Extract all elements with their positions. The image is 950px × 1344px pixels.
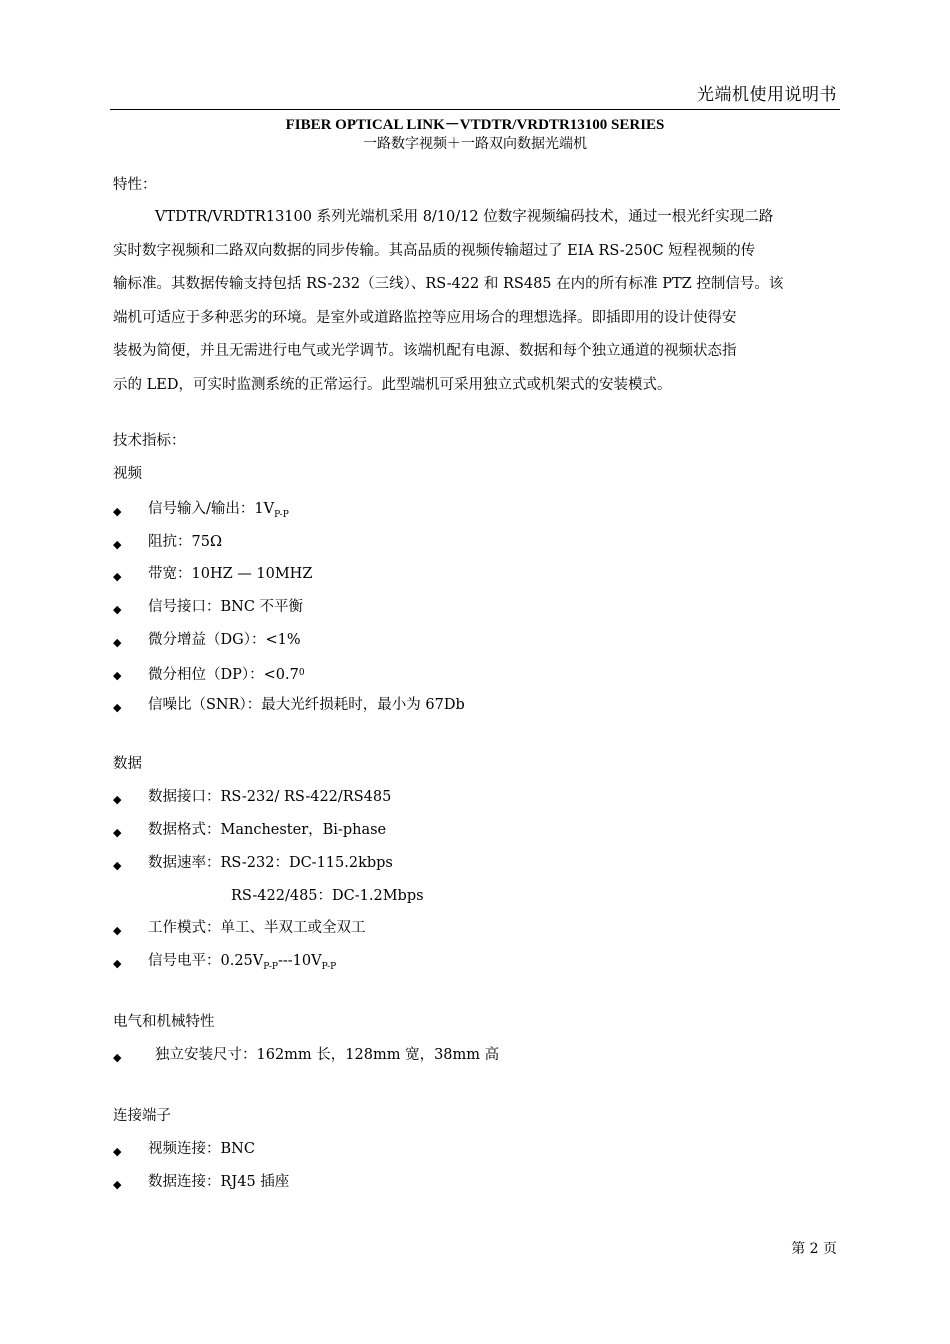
subscript: P-P (274, 510, 289, 520)
item-text: 信号电平：0.25V (148, 953, 264, 969)
features-paragraph (113, 207, 838, 409)
list-item (113, 497, 289, 521)
diamond-bullet-icon: ◆ (113, 957, 122, 970)
superscript: 0 (298, 667, 305, 678)
item-text: 数据格式：Manchester，Bi-phase (148, 822, 387, 838)
list-item (113, 785, 391, 809)
diamond-bullet-icon: ◆ (113, 701, 122, 715)
list-item (113, 949, 336, 973)
diamond-bullet-icon: ◆ (113, 603, 122, 617)
paragraph-line: 输标准。其数据传输支持包括 RS-232（三线）、RS-422 和 RS485 在内的所有标准 PTZ 控制信号。该 (113, 276, 784, 293)
diamond-bullet-icon: ◆ (113, 668, 122, 682)
item-text: 工作模式：单工、半双工或全双工 (148, 920, 366, 936)
subscript: P-P (321, 962, 337, 972)
item-text: 信号输入/输出：1V (148, 501, 275, 517)
diamond-bullet-icon: ◆ (113, 924, 122, 937)
list-item-continuation (231, 884, 424, 908)
features-heading: 特性： (113, 177, 157, 193)
header-rule (110, 109, 840, 110)
item-text: 信号接口：BNC 不平衡 (148, 599, 304, 616)
item-text: 微分增益（DG）：<1% (148, 631, 301, 648)
diamond-bullet-icon: ◆ (113, 859, 122, 872)
video-heading: 视频 (113, 466, 142, 482)
paragraph-line: 装极为简便，并且无需进行电气或光学调节。该端机配有电源、数据和每个独立通道的视频状态指 (113, 343, 737, 360)
item-text: 带宽：10HZ — 10MHZ (148, 566, 313, 583)
conn-heading: 连接端子 (113, 1108, 171, 1124)
diamond-bullet-icon: ◆ (113, 1145, 122, 1158)
list-item (113, 851, 393, 875)
paragraph-line: 实时数字视频和二路双向数据的同步传输。其高品质的视频传输超过了 EIA RS-250C 短程视频的传 (113, 242, 756, 259)
data-heading: 数据 (113, 756, 142, 772)
item-text: ---10V (277, 953, 322, 969)
item-text: 视频连接：BNC (148, 1141, 255, 1157)
paragraph-line: VTDTR/VRDTR13100 系列光端机采用 8/10/12 位数字视频编码技术，通过一根光纤实现二路 (155, 209, 774, 225)
list-item (113, 1170, 289, 1194)
diamond-bullet-icon: ◆ (113, 1178, 122, 1191)
item-text: 阻抗：75Ω (148, 533, 222, 550)
diamond-bullet-icon: ◆ (113, 635, 122, 649)
diamond-bullet-icon: ◆ (113, 826, 122, 839)
page-number: 第 2 页 (791, 1241, 837, 1257)
item-text: 数据接口：RS-232/ RS-422/RS485 (148, 789, 392, 805)
diamond-bullet-icon: ◆ (113, 793, 122, 806)
diamond-bullet-icon: ◆ (113, 570, 122, 584)
item-text: 独立安装尺寸：162mm 长，128mm 宽，38mm 高 (155, 1047, 500, 1063)
subscript: P-P (263, 962, 278, 972)
list-item (113, 628, 301, 652)
list-item (113, 595, 303, 619)
list-item (113, 916, 366, 940)
paragraph-line: 端机可适应于多种恶劣的环境。是室外或道路监控等应用场合的理想选择。即插即用的设计使得安 (113, 309, 737, 326)
list-item (113, 1043, 499, 1067)
main-title: FIBER OPTICAL LINK－VTDTR/VRDTR13100 SERIES (285, 117, 665, 133)
item-text: 微分相位（DP）：<0.7 (148, 666, 299, 683)
list-item (113, 1137, 255, 1161)
list-item (113, 562, 312, 586)
item-text: 信噪比（SNR）：最大光纤损耗时，最小为 67Db (148, 697, 465, 714)
list-item (113, 661, 305, 685)
list-item (113, 818, 386, 842)
paragraph-line: 示的 LED，可实时监测系统的正常运行。此型端机可采用独立式或机架式的安装模式。 (113, 376, 672, 393)
diamond-bullet-icon: ◆ (113, 1051, 122, 1064)
diamond-bullet-icon: ◆ (113, 537, 122, 551)
mech-heading: 电气和机械特性 (113, 1014, 215, 1030)
subtitle: 一路数字视频＋一路双向数据光端机 (363, 136, 587, 152)
diamond-bullet-icon: ◆ (113, 505, 122, 518)
item-text: 数据速率：RS-232：DC-115.2kbps (148, 855, 393, 871)
item-text: RS-422/485：DC-1.2Mbps (231, 888, 424, 904)
doc-header-title: 光端机使用说明书 (697, 85, 837, 105)
list-item (113, 693, 465, 717)
specs-heading: 技术指标： (113, 433, 186, 449)
list-item (113, 530, 222, 554)
item-text: 数据连接：RJ45 插座 (148, 1174, 290, 1190)
